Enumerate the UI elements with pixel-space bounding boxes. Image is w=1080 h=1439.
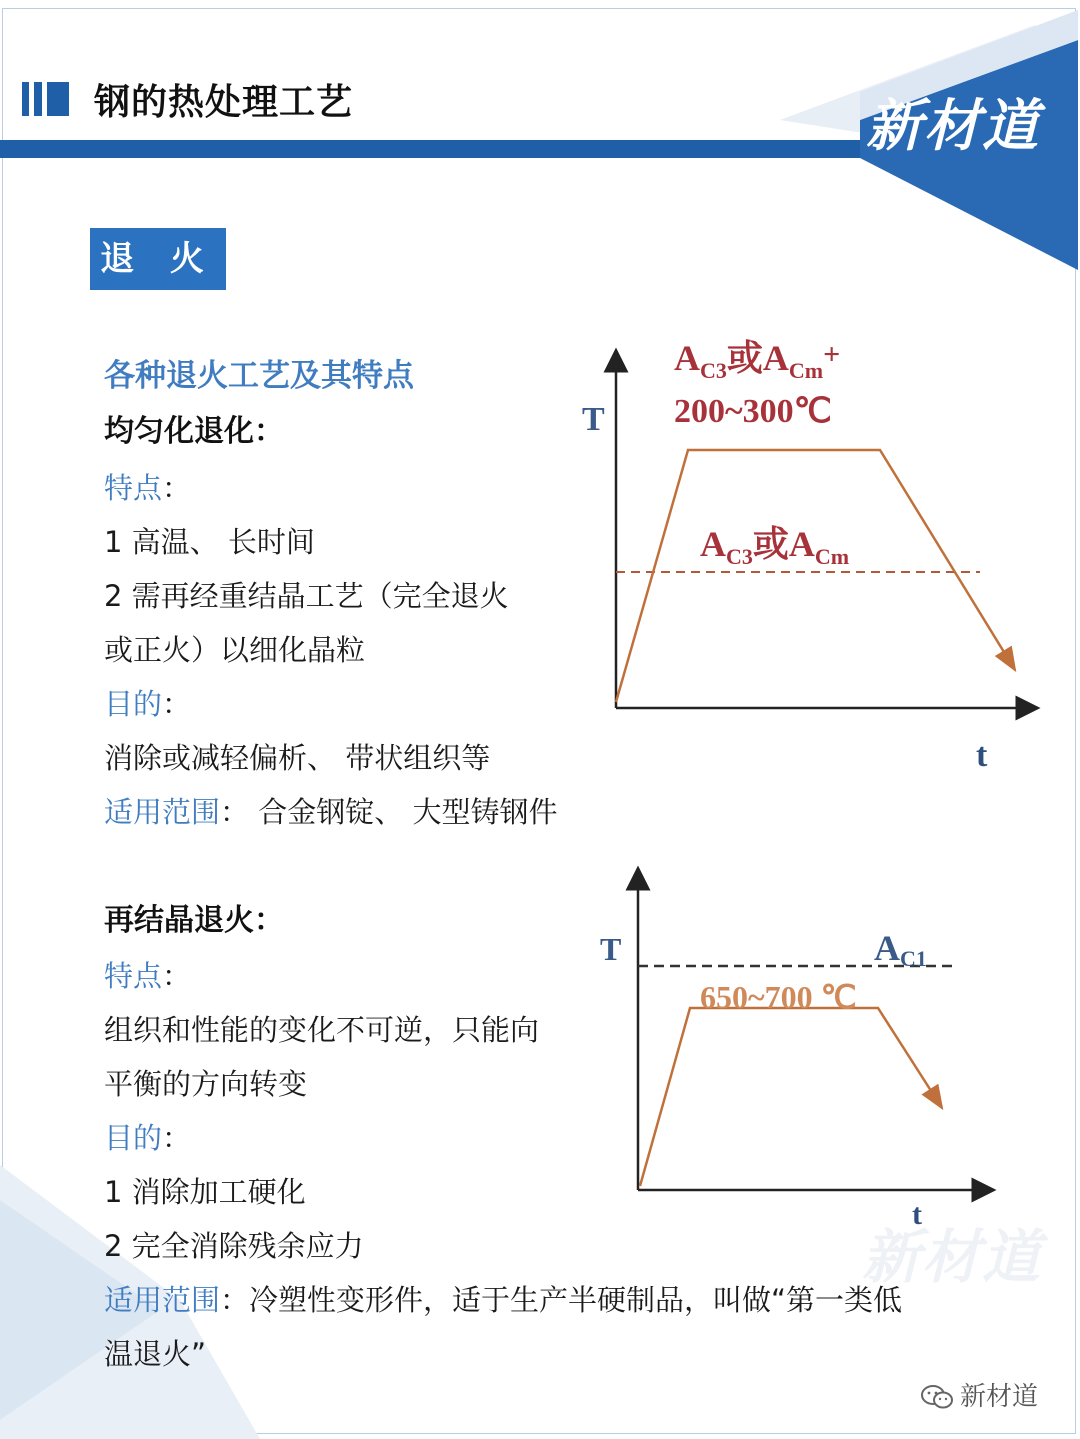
scope-label: 适用范围	[104, 795, 221, 829]
purpose-label: 目的	[104, 687, 163, 721]
recrystallization-purpose-1: 1 消除加工硬化	[104, 1175, 306, 1209]
ac1-label: AC1	[874, 928, 927, 971]
brand-logo-text: 新材道	[866, 94, 1040, 159]
x-axis-label: t	[912, 1198, 922, 1231]
homogenizing-purpose: 消除或减轻偏析、 带状组织等	[104, 741, 491, 775]
recrystallization-feature-line	[104, 958, 191, 994]
recrystallization-feature-2: 平衡的方向转变	[104, 1067, 308, 1101]
recrystallization-purpose-line	[104, 1120, 191, 1156]
homogenizing-scope-line	[104, 794, 557, 830]
wechat-account[interactable]	[920, 1376, 1038, 1413]
colon: ：	[162, 687, 192, 721]
section-tag: 退 火	[90, 228, 226, 290]
temperature-curve	[616, 450, 1015, 702]
watermark-logo: 新材道	[862, 1223, 1043, 1291]
scope-value: ：冷塑性变形件，适于生产半硬制品，叫做“第一类低	[220, 1283, 903, 1317]
scope-value: ： 合金钢锭、 大型铸钢件	[220, 795, 558, 829]
recrystallization-diagram	[590, 860, 1010, 1240]
wechat-icon	[920, 1384, 954, 1410]
recrystallization-heading: 再结晶退火：	[104, 903, 284, 938]
recrystallization-scope-cont: 温退火”	[104, 1337, 207, 1371]
intro-subtitle: 各种退火工艺及其特点	[104, 358, 414, 394]
header-band	[0, 140, 870, 158]
temperature-curve	[640, 1008, 942, 1186]
y-axis-label: T	[600, 931, 622, 967]
homogenizing-heading: 均匀化退化：	[104, 414, 284, 449]
homogenizing-diagram	[560, 330, 1060, 790]
scope-label: 适用范围	[104, 1283, 221, 1317]
wechat-account-name: 新材道	[960, 1382, 1039, 1412]
feature-label: 特点	[104, 959, 163, 993]
colon: ：	[162, 959, 192, 993]
top-temperature-label: 200~300℃	[674, 393, 832, 430]
homogenizing-purpose-line	[104, 686, 191, 722]
y-axis-label: T	[582, 401, 605, 438]
mid-critical-label: $A_{C3}$或$A_{Cm}$	[700, 524, 850, 569]
colon: ：	[162, 471, 192, 505]
homogenizing-feature-1: 1 高温、 长时间	[104, 525, 315, 559]
homogenizing-feature-line	[104, 470, 191, 506]
colon: ：	[162, 1121, 192, 1155]
recrystallization-scope-line	[104, 1282, 902, 1318]
homogenizing-feature-2: 2 需再经重结晶工艺（完全退火	[104, 579, 509, 613]
purpose-label: 目的	[104, 1121, 163, 1155]
homogenizing-feature-3: 或正火）以细化晶粒	[104, 633, 366, 667]
recrystallization-purpose-2: 2 完全消除残余应力	[104, 1229, 364, 1263]
temperature-range-label: 650~700 ℃	[700, 979, 857, 1015]
top-condition-label: $A_{C3}$或$A_{Cm}^+$	[674, 338, 841, 383]
page-title: 钢的热处理工艺	[94, 82, 354, 123]
feature-label: 特点	[104, 471, 163, 505]
x-axis-label: t	[976, 737, 988, 774]
recrystallization-feature-1: 组织和性能的变化不可逆，只能向	[104, 1013, 540, 1047]
